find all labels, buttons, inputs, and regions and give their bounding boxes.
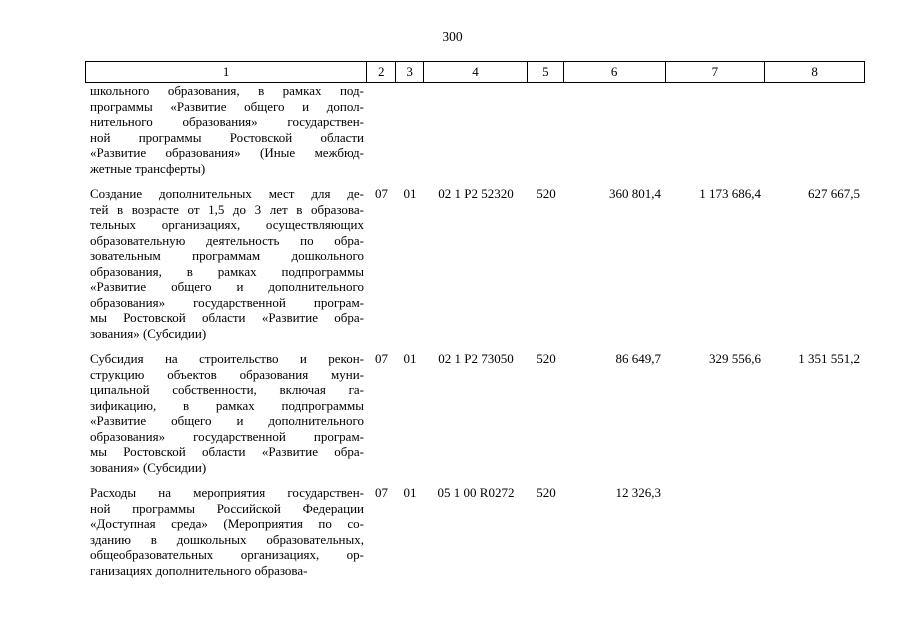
description-line: мы Ростовской области «Развитие обра- <box>90 444 364 459</box>
description-line: «Развитие образования» (Иные межбюд- <box>90 145 364 160</box>
subsection-code: 01 <box>403 485 417 500</box>
subsection-code: 01 <box>403 351 417 366</box>
description-line: Создание дополнительных мест для де- <box>90 186 364 201</box>
page-number: 300 <box>442 29 463 44</box>
description-line: общеобразовательных организациях, ор- <box>90 547 364 562</box>
description-line: мы Ростовской области «Развитие обра- <box>90 310 364 325</box>
header-col-7: 7 <box>666 62 766 82</box>
table-row <box>85 186 865 341</box>
description-line: ной программы Российской Федерации <box>90 500 364 516</box>
amount-col-8: 627 667,5 <box>808 186 860 201</box>
table-body <box>85 83 865 578</box>
description-line: зификацию, в рамках подпрограммы <box>90 397 364 413</box>
description-line: «Доступная среда» (Мероприятия по со- <box>90 516 364 531</box>
amount-col-6: 360 801,4 <box>609 186 661 201</box>
row-description <box>85 485 367 578</box>
section-code: 07 <box>375 186 388 201</box>
description-line: образования» государственной програм- <box>90 428 364 444</box>
description-line: нительного образования» государствен- <box>90 114 364 129</box>
row-gap <box>85 176 865 186</box>
header-col-3: 3 <box>396 62 424 82</box>
description-line: образовательную деятельность по обра- <box>90 232 364 248</box>
amount-col-6: 12 326,3 <box>615 485 661 500</box>
header-col-4: 4 <box>424 62 528 82</box>
expense-type-code: 520 <box>536 186 556 201</box>
amount-col-7: 1 173 686,4 <box>699 186 761 201</box>
table-header <box>85 61 865 83</box>
description-line: Расходы на мероприятия государствен- <box>90 485 364 500</box>
description-line: программы «Развитие общего и допол- <box>90 98 364 114</box>
row-gap <box>85 341 865 351</box>
description-line: зданию в дошкольных образовательных, <box>90 531 364 547</box>
description-line: образования, в рамках подпрограммы <box>90 263 364 279</box>
row-description <box>85 83 367 176</box>
subsection-code: 01 <box>403 186 417 201</box>
table-row <box>85 83 865 176</box>
description-line: зовательным программам дошкольного <box>90 248 364 263</box>
description-line: школьного образования, в рамках под- <box>90 83 364 98</box>
expense-type-code: 520 <box>536 485 556 500</box>
header-col-5: 5 <box>528 62 564 82</box>
description-line: тей в возрасте от 1,5 до 3 лет в образова- <box>90 201 364 217</box>
target-article-code: 02 1 P2 73050 <box>438 351 514 366</box>
section-code: 07 <box>375 485 388 500</box>
table-row <box>85 351 865 475</box>
row-gap <box>85 475 865 485</box>
target-article-code: 02 1 P2 52320 <box>438 186 514 201</box>
section-code: 07 <box>375 351 388 366</box>
header-col-2: 2 <box>367 62 396 82</box>
header-col-1: 1 <box>86 62 367 82</box>
target-article-code: 05 1 00 R0272 <box>437 485 515 500</box>
description-line: образования» государственной програм- <box>90 294 364 310</box>
description-line: зования» (Субсидии) <box>90 459 207 475</box>
header-col-6: 6 <box>564 62 666 82</box>
description-line: струкцию объектов образования муни- <box>90 366 364 382</box>
expense-type-code: 520 <box>536 351 556 366</box>
table-row <box>85 485 865 578</box>
description-line: ной программы Ростовской области <box>90 129 364 145</box>
amount-col-8: 1 351 551,2 <box>798 351 860 366</box>
description-line: «Развитие общего и дополнительного <box>90 413 364 428</box>
description-line: тельных организациях, осуществляющих <box>90 217 364 232</box>
amount-col-6: 86 649,7 <box>615 351 661 366</box>
description-line: жетные трансферты) <box>90 160 206 176</box>
description-line: ганизациях дополнительного образова- <box>90 562 308 578</box>
description-line: ципальной собственности, включая га- <box>90 382 364 397</box>
description-line: «Развитие общего и дополнительного <box>90 279 364 294</box>
row-description <box>85 351 367 475</box>
header-col-8: 8 <box>811 64 818 79</box>
row-description <box>85 186 367 341</box>
description-line: Субсидия на строительство и рекон- <box>90 351 364 366</box>
description-line: зования» (Субсидии) <box>90 325 207 341</box>
amount-col-7: 329 556,6 <box>709 351 761 366</box>
